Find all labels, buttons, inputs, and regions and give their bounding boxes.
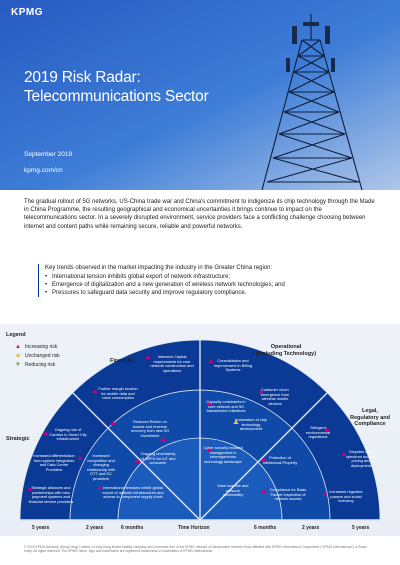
risk-return-on-assets: Reduced Return on Assets and revenue recovery from new 5G investment [130, 419, 170, 438]
title-line-1: 2019 Risk Radar: [24, 69, 141, 86]
segment-legal: Legal, Regulatory and Compliance [349, 408, 391, 427]
risk-capacity: Capacity constraints in core network and 5G transmission initiatives [206, 399, 246, 414]
trend-item: • Pressures to safeguard data security and improve regulatory compliance. [45, 289, 376, 297]
risk-customer-churn: Customer churn emergence from wireless mobile devices [260, 387, 290, 406]
risk-capital-requirements: Intensive Capital requirements for core network construction and operations [150, 354, 194, 373]
risk-spectrum: Disputes over spectrum access, pricing and deployment [345, 449, 377, 468]
risk-environmental: Stringent environmental regulations [305, 425, 331, 440]
website-link[interactable]: kpmg.com/cn [24, 167, 63, 174]
diamond-icon: ◆ [15, 353, 21, 359]
axis-right-2y: 2 years [302, 525, 320, 531]
risk-competition: Increased competition and changing relationship with OTT and DC providers [87, 453, 115, 481]
legend-item-unchanged [14, 353, 60, 359]
risk-ip-protection: Protection of Intellectual Property [262, 455, 298, 465]
trend-item: • International tension inhibits global export of network infrastructure; [45, 273, 376, 281]
title-line-2: Telecommunications Sector [24, 88, 209, 105]
page-title [24, 68, 209, 106]
legend-item-increasing [14, 344, 60, 350]
risk-radar [0, 324, 400, 536]
axis-left-5y: 5 years [32, 525, 50, 531]
risk-regulator-powers: Increased regulator powers and social licensing [329, 489, 363, 504]
trends-lead: Key trends observed in the market impacting the industry in the Greater China region: [45, 265, 273, 271]
risk-margin-erosion: Further margin erosion for mobile data and voice consumption [98, 386, 138, 401]
risk-arpu: Ongoing uncertainty of ARPU for IoT and consumer [140, 451, 176, 466]
down-arrow-icon: ▼ [15, 362, 21, 368]
legend-label: Unchanged risk [25, 353, 60, 359]
kpmg-logo: KPMG [11, 7, 43, 18]
up-arrow-icon: ▲ [15, 344, 21, 350]
risk-packet-inspection: Compliance for Basic Packet Inspection of network access [269, 487, 307, 502]
legend-label: Reducing risk [25, 362, 56, 368]
risk-international-tension: International tensions inhibit global export of network infrastructure and access to component supply chain [102, 485, 164, 500]
trend-item: • Emergence of digitalization and a new generation of wireless network technologies; and [45, 281, 376, 289]
intro-paragraph: The gradual rollout of 5G networks, US-China trade war and China's commitment to indigenize its chip technology through the Made in China Programme, the resulting geographical and economical uncertainties it brings continue to impact on the telecommunications sector. In a severely disrupted environment, service providers face a conflicting challenge choosing between internet and content paths while remaining secure, reliable and powerful networks. [24, 199, 375, 230]
segment-operational: Operational (including Technology) [255, 344, 317, 357]
legend-title: Legend [6, 332, 26, 338]
risk-differentiation: Increased differentiation from system integrators and Data Centre Providers [33, 453, 75, 472]
risk-smart-city: Ongoing role of Carriers in Smart City infrastructure [49, 427, 87, 442]
legend [6, 332, 60, 371]
risk-chip-automation: Automation of chip technology development [234, 417, 268, 432]
risk-cyber-security: Cyber security incident management in heterogeneous technology landscape [203, 445, 243, 464]
risk-data-loss: Data loss risk and network vulnerability [217, 483, 249, 498]
risk-billing-systems: Consolidation and improvement in Billing Systems [213, 358, 253, 373]
key-trends [38, 264, 376, 297]
legend-label: Increasing risk [25, 344, 58, 350]
legend-item-reducing [14, 362, 60, 368]
footer-legal: © 2019 KPMG Advisory (Hong Kong) Limited, a Hong Kong limited liability company and a member firm of the KPMG network of independent member firms affiliated with KPMG International Cooperative ("KPMG International"), a Swiss entity. All rights reserved. The KPMG name, logo and trademarks are registered trademarks or trademarks of KPMG International. [24, 545, 367, 554]
cover-hero [0, 0, 400, 190]
trends-list [45, 273, 376, 297]
axis-center: Time Horizon [178, 525, 210, 531]
publication-date: September 2019 [24, 151, 73, 158]
segment-strategic: Strategic [6, 436, 30, 442]
axis-left-2y: 2 years [86, 525, 104, 531]
risk-alliances: Strategic alliances and partnerships with new payment systems and financial service providers [28, 485, 74, 504]
axis-left-6m: 6 months [121, 525, 144, 531]
segment-financial: Financial [110, 358, 134, 364]
axis-right-5y: 5 years [352, 525, 370, 531]
axis-right-6m: 6 months [254, 525, 277, 531]
